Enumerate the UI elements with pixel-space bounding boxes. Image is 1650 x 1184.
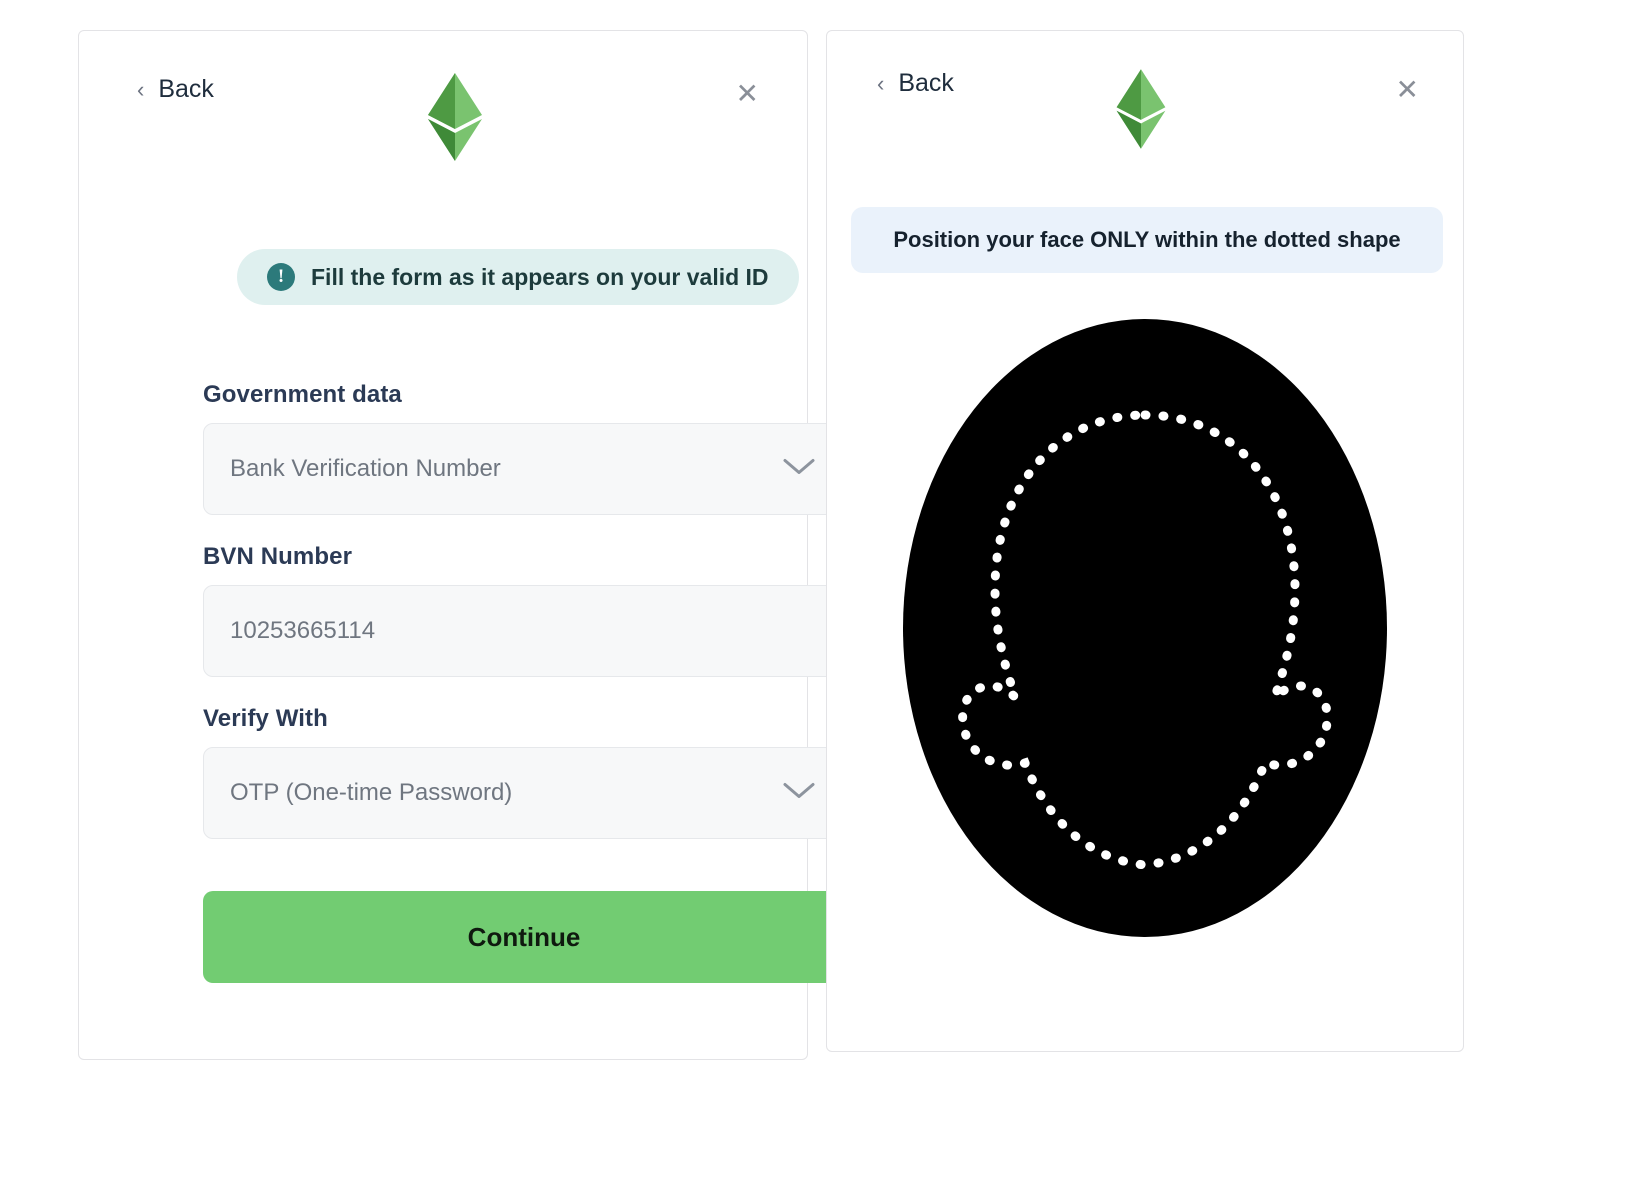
verify-with-value: OTP (One-time Password) <box>230 779 513 806</box>
ethereum-diamond-logo <box>424 71 486 168</box>
info-banner <box>237 249 799 305</box>
government-data-form <box>203 381 845 983</box>
chevron-down-icon <box>782 457 816 482</box>
chevron-left-icon: ‹ <box>137 76 145 102</box>
government-data-screen <box>78 30 808 1060</box>
government-data-value: Bank Verification Number <box>230 455 501 482</box>
back-label: Back <box>158 75 214 103</box>
ethereum-diamond-logo <box>1113 67 1169 156</box>
verify-with-label: Verify With <box>203 705 328 732</box>
face-capture-viewport[interactable] <box>903 319 1387 937</box>
bvn-number-label: BVN Number <box>203 543 353 570</box>
bvn-number-input[interactable] <box>203 585 845 677</box>
chevron-down-icon <box>782 781 816 806</box>
close-icon[interactable]: ✕ <box>730 79 765 109</box>
face-instruction-text: Position your face ONLY within the dotted shape <box>893 227 1401 252</box>
bvn-number-value: 10253665114 <box>230 617 376 644</box>
government-data-select[interactable] <box>203 423 845 515</box>
face-instruction-banner <box>851 207 1443 273</box>
screen-header-right <box>827 31 1463 151</box>
face-capture-screen <box>826 30 1464 1052</box>
screen-header-left <box>79 31 807 151</box>
chevron-left-icon: ‹ <box>877 70 885 96</box>
continue-button[interactable]: Continue <box>203 891 845 983</box>
info-exclamation-icon: ! <box>267 263 295 291</box>
info-banner-text: Fill the form as it appears on your valid ID <box>311 263 769 290</box>
back-button[interactable] <box>877 69 954 98</box>
close-icon[interactable]: ✕ <box>1390 75 1425 105</box>
government-data-label: Government data <box>203 381 402 408</box>
back-button[interactable] <box>137 75 214 104</box>
verify-with-select[interactable] <box>203 747 845 839</box>
back-label: Back <box>898 69 954 97</box>
